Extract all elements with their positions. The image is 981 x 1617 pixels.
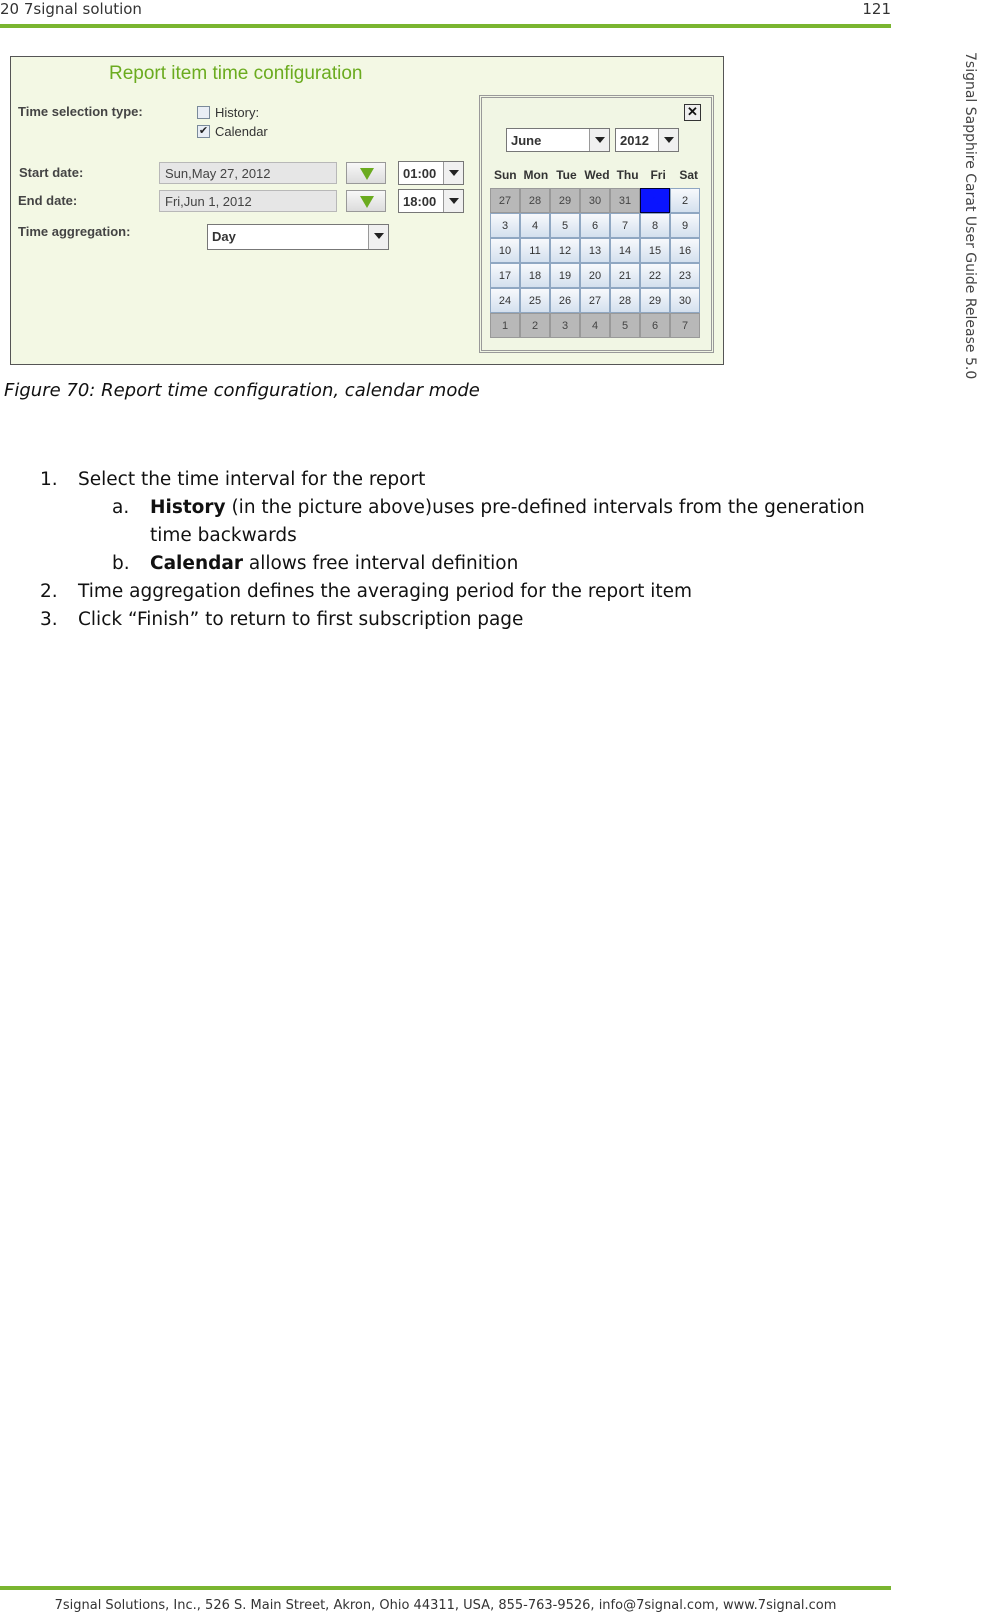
end-date-field[interactable]: Fri,Jun 1, 2012 (159, 190, 337, 212)
start-time-value: 01:00 (403, 166, 437, 181)
day-cell[interactable]: 23 (670, 263, 700, 288)
day-cell[interactable]: 10 (490, 238, 520, 263)
calendar-option[interactable] (197, 124, 268, 139)
day-cell[interactable]: 4 (520, 213, 550, 238)
day-cell[interactable]: 1 (490, 313, 520, 338)
day-cell[interactable]: 16 (670, 238, 700, 263)
header-title: 20 7signal solution (0, 0, 142, 18)
day-cell[interactable]: 28 (520, 188, 550, 213)
day-cell[interactable]: 21 (610, 263, 640, 288)
aggregation-label: Time aggregation: (18, 224, 131, 239)
time-selection-label: Time selection type: (18, 104, 143, 119)
day-cell[interactable]: 5 (610, 313, 640, 338)
weekday-label: Mon (523, 168, 549, 182)
list-text: Click “Finish” to return to first subscription page (78, 609, 524, 630)
instruction-list (40, 466, 900, 634)
list-text: Time aggregation defines the averaging period for the report item (78, 581, 692, 602)
day-cell[interactable]: 19 (550, 263, 580, 288)
year-value: 2012 (620, 133, 649, 148)
day-cell[interactable]: 20 (580, 263, 610, 288)
calendar-popup (479, 95, 714, 353)
list-subitem (40, 494, 900, 550)
end-time-select[interactable] (398, 189, 464, 213)
down-arrow-icon (360, 196, 374, 208)
list-number: 3. (40, 609, 58, 630)
start-date-label: Start date: (19, 165, 84, 180)
weekday-label: Sat (679, 168, 699, 182)
history-label: History: (215, 105, 260, 120)
weekday-label: Tue (556, 168, 577, 182)
day-cell[interactable]: 27 (580, 288, 610, 313)
day-cell[interactable]: 28 (610, 288, 640, 313)
chevron-down-icon[interactable] (658, 129, 678, 151)
day-cell[interactable]: 30 (580, 188, 610, 213)
day-cell[interactable]: 9 (670, 213, 700, 238)
day-cell[interactable]: 14 (610, 238, 640, 263)
chevron-down-icon[interactable] (368, 225, 388, 249)
day-cell[interactable]: 29 (640, 288, 670, 313)
month-select[interactable] (506, 128, 610, 152)
calendar-checkbox[interactable]: ✔ (198, 125, 209, 137)
list-letter: a. (112, 497, 130, 518)
month-value: June (511, 133, 542, 148)
header-rule (0, 24, 891, 28)
day-cell[interactable]: 24 (490, 288, 520, 313)
day-cell[interactable]: 30 (670, 288, 700, 313)
side-running-title: 7signal Sapphire Carat User Guide Release 5.0 (962, 52, 978, 380)
day-cell[interactable]: 7 (610, 213, 640, 238)
day-cell[interactable]: 3 (490, 213, 520, 238)
history-checkbox[interactable] (197, 106, 210, 119)
list-item (40, 578, 900, 606)
chevron-down-icon[interactable] (443, 162, 463, 184)
list-number: 2. (40, 581, 58, 602)
day-cell[interactable]: 4 (580, 313, 610, 338)
page-number: 121 (862, 0, 891, 18)
aggregation-select[interactable] (207, 224, 389, 250)
list-text: (in the picture above)uses pre-defined intervals from the generation time backwards (150, 497, 865, 546)
day-cell[interactable]: 15 (640, 238, 670, 263)
footer-rule (0, 1586, 891, 1590)
chevron-down-icon[interactable] (443, 190, 463, 212)
chevron-down-icon[interactable] (589, 129, 609, 151)
history-term: History (150, 497, 226, 518)
dialog-title: Report item time configuration (109, 63, 363, 84)
selected-day-cell[interactable]: 1 (640, 188, 670, 213)
list-text: allows free interval definition (242, 553, 519, 574)
list-letter: b. (112, 553, 130, 574)
weekday-label: Fri (650, 168, 666, 182)
end-time-value: 18:00 (403, 194, 437, 209)
calendar-term: Calendar (150, 553, 243, 574)
day-cell[interactable]: 27 (490, 188, 520, 213)
end-date-label: End date: (18, 193, 78, 208)
day-cell[interactable]: 6 (580, 213, 610, 238)
page-footer: 7signal Solutions, Inc., 526 S. Main Street, Akron, Ohio 44311, USA, 855-763-9526, info@7signal.com, www.7signal.com (54, 1598, 837, 1613)
list-subitem (40, 550, 900, 578)
page-header (0, 0, 891, 28)
start-time-select[interactable] (398, 161, 464, 185)
day-cell[interactable]: 3 (550, 313, 580, 338)
aggregation-value: Day (212, 229, 236, 244)
close-icon[interactable]: ✕ (684, 104, 701, 121)
day-cell[interactable]: 12 (550, 238, 580, 263)
day-cell[interactable]: 29 (550, 188, 580, 213)
day-cell[interactable]: 25 (520, 288, 550, 313)
list-item (40, 466, 900, 494)
day-cell[interactable]: 8 (640, 213, 670, 238)
day-cell[interactable]: 22 (640, 263, 670, 288)
end-date-picker-button[interactable] (346, 190, 386, 212)
start-date-field[interactable]: Sun,May 27, 2012 (159, 162, 337, 184)
day-cell[interactable]: 5 (550, 213, 580, 238)
calendar-label: Calendar (215, 124, 268, 139)
day-cell[interactable]: 17 (490, 263, 520, 288)
down-arrow-icon (360, 168, 374, 180)
weekday-label: Thu (616, 168, 639, 182)
day-cell[interactable]: 2 (670, 188, 700, 213)
weekday-label: Wed (584, 168, 610, 182)
weekday-header (490, 168, 704, 182)
weekday-label: Sun (493, 168, 517, 182)
history-option[interactable] (197, 105, 259, 120)
day-cell[interactable]: 26 (550, 288, 580, 313)
day-cell[interactable]: 7 (670, 313, 700, 338)
start-date-picker-button[interactable] (346, 162, 386, 184)
list-number: 1. (40, 469, 58, 490)
figure-caption: Figure 70: Report time configuration, calendar mode (4, 380, 480, 401)
figure-screenshot (10, 56, 724, 365)
day-cell[interactable]: 13 (580, 238, 610, 263)
list-item (40, 606, 900, 634)
day-cell[interactable]: 6 (640, 313, 670, 338)
day-cell[interactable]: 31 (610, 188, 640, 213)
day-cell[interactable]: 18 (520, 263, 550, 288)
day-grid (490, 188, 702, 338)
list-text: Select the time interval for the report (78, 469, 426, 490)
day-cell[interactable]: 2 (520, 313, 550, 338)
year-select[interactable] (615, 128, 679, 152)
day-cell[interactable]: 11 (520, 238, 550, 263)
